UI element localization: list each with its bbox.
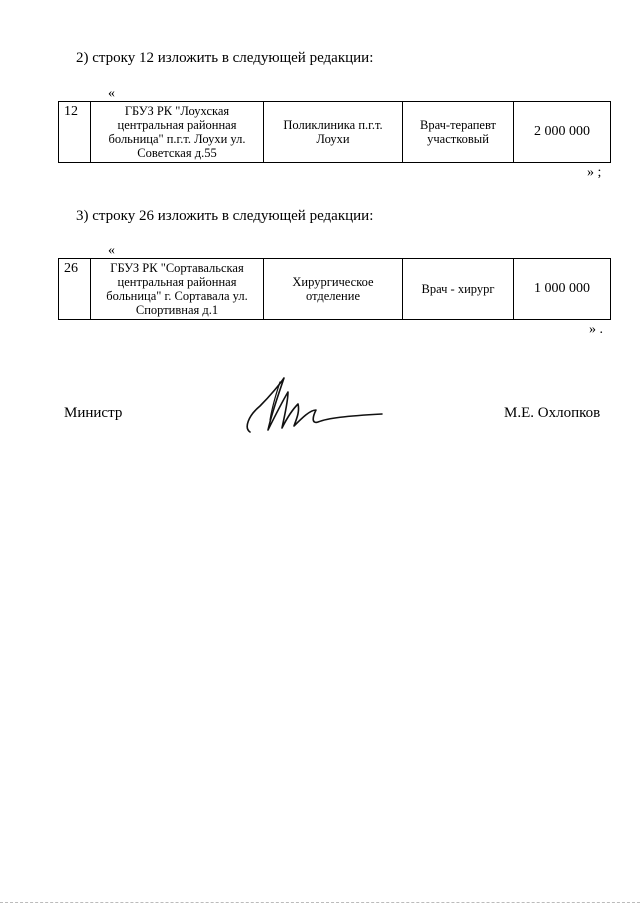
section3-close-quote: » . [589, 322, 603, 337]
signatory-name: М.Е. Охлопков [504, 405, 601, 421]
page-bottom-edge [0, 902, 640, 903]
table-row [59, 102, 611, 163]
handwritten-signature [236, 372, 386, 440]
section2-open-quote: « [108, 86, 115, 101]
row-institution: ГБУЗ РК "Лоухская центральная районная больница" п.г.т. Лоухи ул. Советская д.55 [91, 102, 264, 163]
row-amount: 2 000 000 [514, 102, 611, 163]
row-number: 12 [59, 102, 91, 163]
section3-table [58, 258, 611, 320]
section2-close-quote: » ; [587, 165, 602, 180]
section3-heading: 3) строку 26 изложить в следующей редакции: [76, 208, 374, 224]
row-amount: 1 000 000 [514, 259, 611, 320]
section2-heading: 2) строку 12 изложить в следующей редакции: [76, 50, 374, 66]
row-position: Врач - хирург [403, 259, 514, 320]
section3-open-quote: « [108, 243, 115, 258]
section2-table [58, 101, 611, 163]
row-department: Поликлиника п.г.т. Лоухи [264, 102, 403, 163]
row-department: Хирургическое отделение [264, 259, 403, 320]
row-number: 26 [59, 259, 91, 320]
row-position: Врач-терапевт участковый [403, 102, 514, 163]
row-institution: ГБУЗ РК "Сортавальская центральная районная больница" г. Сортавала ул. Спортивная д.1 [91, 259, 264, 320]
table-row [59, 259, 611, 320]
signature-title: Министр [64, 405, 123, 421]
